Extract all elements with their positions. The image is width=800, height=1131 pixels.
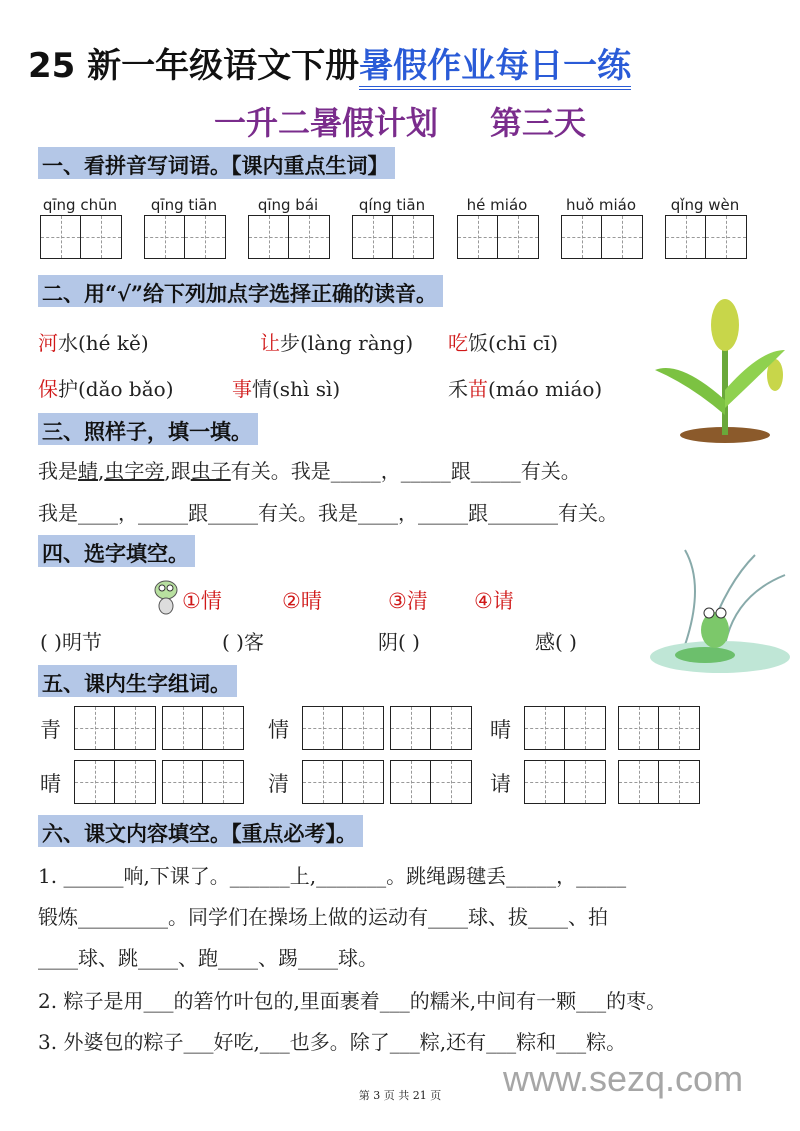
pinyin-label: qíng tiān — [358, 196, 426, 214]
frog-pond-illustration — [645, 545, 795, 675]
pinyin-label: qǐng wèn — [670, 196, 740, 214]
target-char: 晴 — [40, 772, 61, 796]
subtitle — [0, 98, 800, 144]
s2-item-5: 事情(shì sì) — [232, 377, 341, 401]
title-blue: 暑假作业每日一练 — [359, 46, 631, 90]
grasshopper-icon — [152, 576, 182, 616]
s2-item-6: 禾苗(máo miáo) — [448, 377, 603, 401]
fill-blank-3: 阴( ) — [378, 630, 420, 654]
s6-line-2: 锻炼_________。同学们在操场上做的运动有____球、拔____、拍 — [38, 905, 608, 929]
writing-grid[interactable] — [561, 215, 643, 259]
section-1-heading: 一、看拼音写词语。【课内重点生词】 — [38, 147, 395, 179]
s3-example-line: 我是蜻,虫字旁,跟虫子有关。我是_____，_____跟_____有关。 — [38, 459, 581, 483]
pinyin-label: qīng tiān — [150, 196, 218, 214]
watermark: www.sezq.com — [503, 1058, 744, 1099]
section-5-heading: 五、课内生字组词。 — [38, 665, 237, 697]
pinyin-label: huǒ miáo — [565, 196, 637, 214]
title-black: 25 新一年级语文下册 — [28, 46, 360, 86]
option-2: ②晴 — [282, 589, 322, 613]
subtitle-plan: 一升二暑假计划 — [213, 104, 438, 142]
section-2-heading: 二、用“√”给下列加点字选择正确的读音。 — [38, 275, 443, 307]
s2-item-4: 保护(dǎo bǎo) — [38, 377, 174, 401]
writing-grid[interactable] — [665, 215, 747, 259]
option-3: ③清 — [388, 589, 428, 613]
subtitle-day: 第三天 — [490, 104, 587, 142]
s2-item-2: 让步(làng ràng) — [260, 331, 414, 355]
word-grid[interactable] — [618, 760, 700, 804]
option-4: ④请 — [474, 589, 514, 613]
plant-illustration — [650, 290, 790, 445]
writing-grid[interactable] — [457, 215, 539, 259]
writing-grid[interactable] — [40, 215, 122, 259]
word-grid[interactable] — [302, 706, 384, 750]
section-6-heading: 六、课文内容填空。【重点必考】。 — [38, 815, 363, 847]
fill-blank-1: ( )明节 — [40, 630, 102, 654]
word-grid[interactable] — [524, 706, 606, 750]
s6-line-4: 2. 粽子是用___的箬竹叶包的,里面裹着___的糯米,中间有一颗___的枣。 — [38, 989, 667, 1013]
s2-item-3: 吃饭(chī cī) — [448, 331, 559, 355]
s3-line-2: 我是____，_____跟_____有关。我是____，_____跟_______有关。 — [38, 501, 618, 525]
target-char: 情 — [268, 718, 289, 742]
section-3-heading: 三、照样子，填一填。 — [38, 413, 258, 445]
word-grid[interactable] — [162, 760, 244, 804]
s6-line-5: 3. 外婆包的粽子___好吃,___也多。除了___粽,还有___粽和___粽。 — [38, 1030, 627, 1054]
writing-grid[interactable] — [144, 215, 226, 259]
word-grid[interactable] — [302, 760, 384, 804]
writing-grid[interactable] — [248, 215, 330, 259]
pinyin-label: hé miáo — [466, 196, 528, 214]
target-char: 清 — [268, 772, 289, 796]
s2-item-1: 河水(hé kě) — [38, 331, 149, 355]
word-grid[interactable] — [74, 760, 156, 804]
word-grid[interactable] — [390, 706, 472, 750]
pinyin-label: qīng chūn — [42, 196, 118, 214]
word-grid[interactable] — [74, 706, 156, 750]
s6-line-1: 1. ______响,下课了。______上,_______。跳绳踢毽丢_____，_____ — [38, 864, 627, 888]
fill-blank-4: 感( ) — [535, 630, 577, 654]
target-char: 请 — [490, 772, 511, 796]
word-grid[interactable] — [390, 760, 472, 804]
option-1: ①情 — [182, 589, 222, 613]
section-4-heading: 四、选字填空。 — [38, 535, 195, 567]
target-char: 青 — [40, 718, 61, 742]
word-grid[interactable] — [162, 706, 244, 750]
writing-grid[interactable] — [352, 215, 434, 259]
s6-line-3: ____球、跳____、跑____、踢____球。 — [38, 946, 378, 970]
word-grid[interactable] — [618, 706, 700, 750]
fill-blank-2: ( )客 — [222, 630, 264, 654]
word-grid[interactable] — [524, 760, 606, 804]
pinyin-label: qīng bái — [257, 196, 319, 214]
target-char: 晴 — [490, 718, 511, 742]
page-title — [28, 38, 631, 87]
page-number: 第 3 页 共 21 页 — [358, 1089, 442, 1102]
